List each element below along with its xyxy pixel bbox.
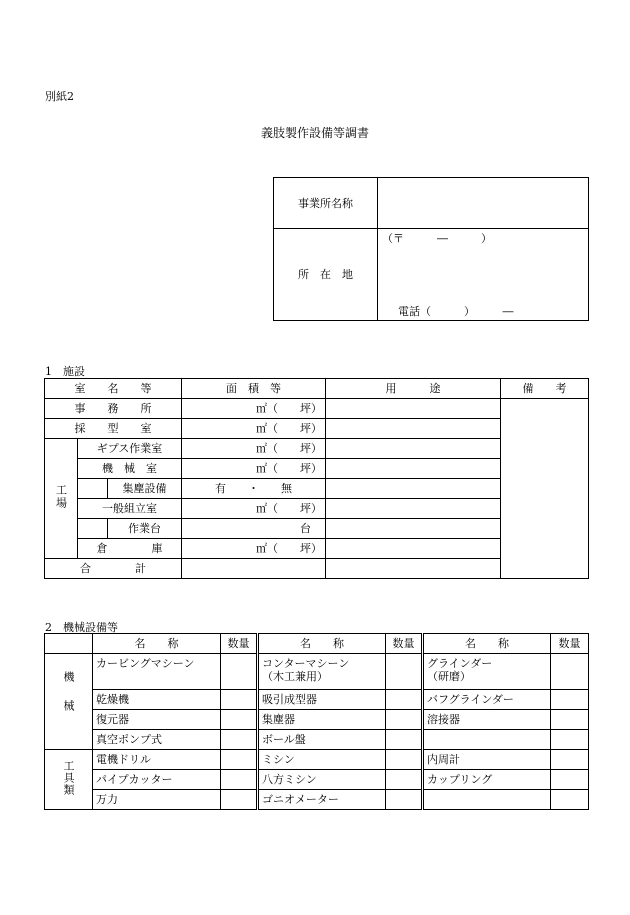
row-machine-room: 機 械 室	[78, 459, 182, 479]
header-room: 室 名 等	[45, 379, 182, 399]
equipment-name: 溶接器	[423, 710, 551, 730]
qty-cell[interactable]	[551, 654, 589, 690]
area-cell[interactable]: ㎡（ 坪）	[182, 499, 326, 519]
qty-cell[interactable]	[551, 690, 589, 710]
office-name-label: 事業所名称	[274, 178, 378, 229]
equipment-name: 八方ミシン	[258, 770, 386, 790]
qty-cell[interactable]	[386, 750, 423, 770]
indent-spacer	[78, 519, 108, 539]
qty-cell[interactable]	[551, 730, 589, 750]
header-qty: 数量	[551, 634, 589, 654]
header-remarks: 備 考	[501, 379, 589, 399]
equipment-name: パイプカッター	[93, 770, 221, 790]
qty-cell[interactable]	[386, 710, 423, 730]
equipment-name: ミシン	[258, 750, 386, 770]
dust-choice[interactable]: 有 ・ 無	[182, 479, 326, 499]
area-cell[interactable]: ㎡（ 坪）	[182, 439, 326, 459]
qty-cell[interactable]	[221, 710, 258, 730]
qty-cell[interactable]	[221, 654, 258, 690]
row-total: 合 計	[45, 559, 182, 579]
machines-group-label: 機械	[45, 654, 93, 750]
office-name-field[interactable]	[378, 178, 589, 229]
row-warehouse: 倉 庫	[78, 539, 182, 559]
header-use: 用 途	[326, 379, 501, 399]
equipment-name: グラインダー （研磨）	[423, 654, 551, 690]
use-cell[interactable]	[326, 439, 501, 459]
equipment-name: 吸引成型器	[258, 690, 386, 710]
tools-group-label: 工具類	[45, 750, 93, 810]
indent-spacer	[78, 479, 108, 499]
equipment-name: 復元器	[93, 710, 221, 730]
row-dust-collector: 集塵設備	[108, 479, 182, 499]
annex-label: 別紙2	[45, 90, 74, 103]
equipment-name: カービングマシーン	[93, 654, 221, 690]
row-office-room: 事 務 所	[45, 399, 182, 419]
qty-cell[interactable]	[221, 750, 258, 770]
qty-cell[interactable]	[386, 654, 423, 690]
qty-cell[interactable]	[221, 730, 258, 750]
header-qty: 数量	[221, 634, 258, 654]
header-name: 名 称	[93, 634, 221, 654]
qty-cell[interactable]	[551, 710, 589, 730]
office-info-table	[273, 177, 589, 321]
use-cell[interactable]	[326, 519, 501, 539]
address-field[interactable]	[378, 229, 589, 321]
use-cell[interactable]	[326, 539, 501, 559]
equipment-name[interactable]	[423, 790, 551, 810]
qty-cell[interactable]	[221, 770, 258, 790]
use-cell[interactable]	[326, 419, 501, 439]
header-qty: 数量	[386, 634, 423, 654]
row-assembly-room: 一般組立室	[78, 499, 182, 519]
qty-cell[interactable]	[551, 790, 589, 810]
facility-heading: 1 施設	[45, 365, 85, 378]
equipment-name: コンターマシーン （木工兼用）	[258, 654, 386, 690]
equipment-name: バフグラインダー	[423, 690, 551, 710]
equipment-name[interactable]	[423, 730, 551, 750]
postal-code: （〒 ― ）	[382, 232, 492, 245]
equipment-table	[44, 633, 589, 810]
use-cell[interactable]	[326, 399, 501, 419]
equipment-name: ボール盤	[258, 730, 386, 750]
equipment-heading: 2 機械設備等	[45, 621, 118, 634]
equipment-name: 真空ポンプ式	[93, 730, 221, 750]
use-cell[interactable]	[326, 499, 501, 519]
equipment-name: 電機ドリル	[93, 750, 221, 770]
area-cell[interactable]: ㎡（ 坪）	[182, 539, 326, 559]
row-workbench: 作業台	[108, 519, 182, 539]
header-area: 面 積 等	[182, 379, 326, 399]
header-name: 名 称	[423, 634, 551, 654]
equipment-name: 内周計	[423, 750, 551, 770]
total-area-cell[interactable]	[182, 559, 326, 579]
qty-cell[interactable]	[551, 770, 589, 790]
use-cell[interactable]	[326, 459, 501, 479]
row-plaster-room: ギプス作業室	[78, 439, 182, 459]
facility-table	[44, 378, 589, 579]
qty-cell[interactable]	[551, 750, 589, 770]
area-cell[interactable]: ㎡（ 坪）	[182, 459, 326, 479]
qty-cell[interactable]	[386, 790, 423, 810]
qty-cell[interactable]	[386, 770, 423, 790]
address-label: 所 在 地	[274, 229, 378, 321]
qty-cell[interactable]	[386, 730, 423, 750]
group-header	[45, 634, 93, 654]
area-cell[interactable]: ㎡（ 坪）	[182, 399, 326, 419]
equipment-name: カップリング	[423, 770, 551, 790]
equipment-name: 集塵器	[258, 710, 386, 730]
workbench-count[interactable]: 台	[182, 519, 326, 539]
equipment-name: ゴニオメーター	[258, 790, 386, 810]
equipment-name: 乾燥機	[93, 690, 221, 710]
factory-group-label: 工場	[45, 439, 78, 559]
use-cell[interactable]	[326, 479, 501, 499]
remarks-cell[interactable]	[501, 399, 589, 579]
equipment-name: 万力	[93, 790, 221, 810]
qty-cell[interactable]	[221, 790, 258, 810]
area-cell[interactable]: ㎡（ 坪）	[182, 419, 326, 439]
phone-number: 電話（ ） ―	[398, 305, 514, 318]
document-title: 義肢製作設備等調書	[260, 126, 369, 140]
qty-cell[interactable]	[386, 690, 423, 710]
row-fitting-room: 採 型 室	[45, 419, 182, 439]
total-use-cell[interactable]	[326, 559, 501, 579]
header-name: 名 称	[258, 634, 386, 654]
qty-cell[interactable]	[221, 690, 258, 710]
